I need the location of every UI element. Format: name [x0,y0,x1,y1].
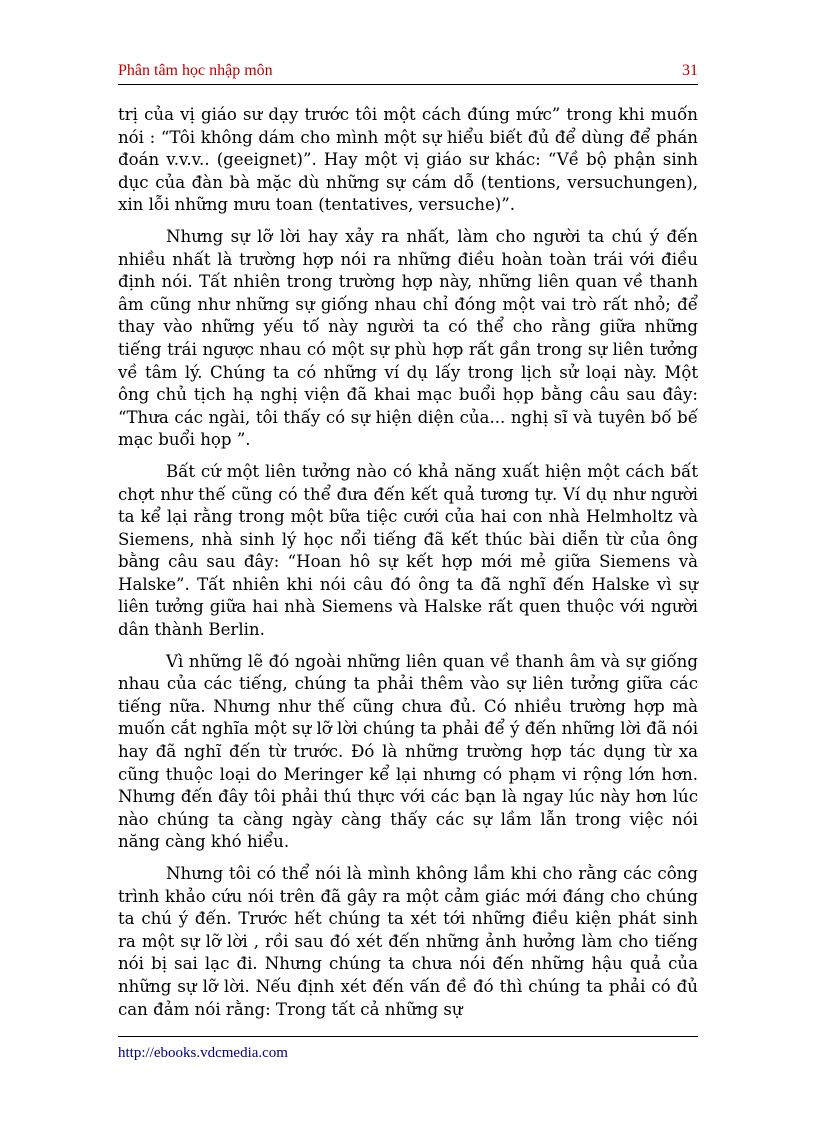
paragraph: Nhưng sự lỡ lời hay xảy ra nhất, làm cho người ta chú ý đến nhiều nhất là trường hợp nói ra những điều hoàn toàn trái với điều định nói. Tất nhiên trong trường hợp này, những liên quan về thanh âm cũng như những sự giống nhau chỉ đóng một vai trò rất nhỏ; để thay vào những yếu tố này người ta có thể cho rằng giữa những tiếng trái ngược nhau có một sự phù hợp rất gần trong sự liên tưởng về tâm lý. Chúng ta có những ví dụ lấy trong lịch sử loại này. Một ông chủ tịch hạ nghị viện đã khai mạc buổi họp bằng câu sau đây: “Thưa các ngài, tôi thấy có sự hiện diện của... nghị sĩ và tuyên bố bế mạc buổi họp ”. [118,226,698,450]
page-footer [118,1036,698,1062]
body-text [118,104,698,1030]
paragraph: trị của vị giáo sư dạy trước tôi một cách đúng mức” trong khi muốn nói : “Tôi không dám cho mình một sự hiểu biết đủ để dùng để phán đoán v.v.v.. (geeignet)”. Hay một vị giáo sư khác: “Về bộ phận sinh dục của đàn bà mặc dù những sự cám dỗ (tentions, versuchungen), xin lỗi những mưu toan (tentatives, versuche)”. [118,105,698,215]
page-number: 31 [682,62,698,79]
paragraph: Bất cứ một liên tưởng nào có khả năng xuất hiện một cách bất chợt như thế cũng có thể đưa đến kết quả tương tự. Ví dụ như người ta kể lại rằng trong một bữa tiệc cưới của hai con nhà Helmholtz và Siemens, nhà sinh lý học nổi tiếng đã kết thúc bài diễn từ của ông bằng câu sau đây: “Hoan hô sự kết hợp mới mẻ giữa Siemens và Halske”. Tất nhiên khi nói câu đó ông ta đã nghĩ đến Halske vì sự liên tưởng giữa hai nhà Siemens và Halske rất quen thuộc với người dân thành Berlin. [118,461,698,640]
footer-url-link[interactable]: http://ebooks.vdcmedia.com [118,1045,288,1061]
page-header [118,62,698,85]
book-title: Phân tâm học nhập môn [118,62,273,79]
paragraph: Nhưng tôi có thể nói là mình không lầm khi cho rằng các công trình khảo cứu nói trên đã gây ra một cảm giác mới đáng cho chúng ta chú ý đến. Trước hết chúng ta xét tới những điều kiện phát sinh ra một sự lỡ lời , rồi sau đó xét đến những ảnh hưởng làm cho tiếng nói bị sai lạc đi. Nhưng chúng ta chưa nói đến những hậu quả của những sự lỡ lời. Nếu định xét đến vấn đề đó thì chúng ta phải có đủ can đảm nói rằng: Trong tất cả những sự [118,864,698,1019]
paragraph: Vì những lẽ đó ngoài những liên quan về thanh âm và sự giống nhau của các tiếng, chúng ta phải thêm vào sự liên tưởng giữa các tiếng nữa. Nhưng như thế cũng chưa đủ. Có nhiều trường hợp mà muốn cắt nghĩa một sự lỡ lời chúng ta phải để ý đến những lời đã nói hay đã nghĩ đến từ trước. Đó là những trường hợp tác dụng từ xa cũng thuộc loại do Meringer kể lại nhưng có phạm vi rộng lớn hơn. Nhưng đến đây tôi phải thú thực với các bạn là ngay lúc này hơn lúc nào chúng ta càng ngày càng thấy các sự lầm lẫn trong việc nói năng càng khó hiểu. [118,651,698,852]
